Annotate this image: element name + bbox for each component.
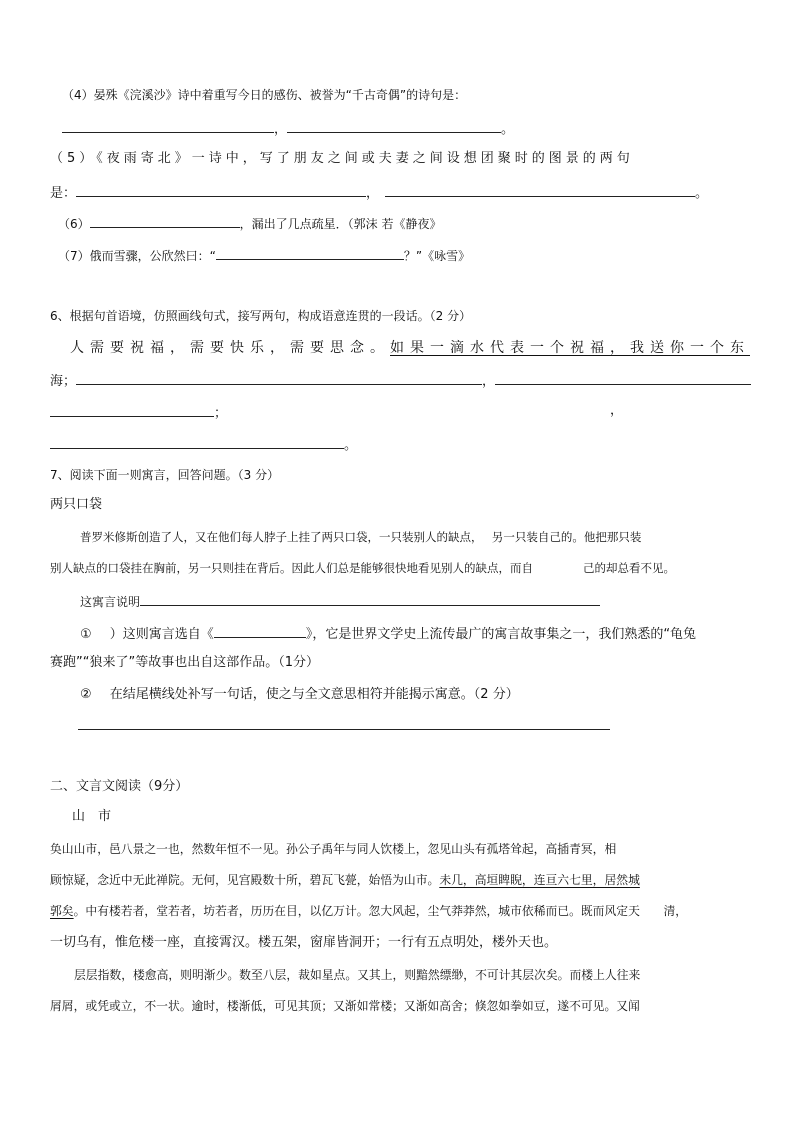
s7-q1-text-a: ）这则寓言选自《: [109, 627, 214, 642]
q5-prefix: 是：: [50, 186, 77, 201]
s7-explain: [80, 591, 600, 611]
passage-p2-underlined: 未几，高垣睥睨，连亘六七里，居然城: [439, 873, 640, 887]
s7-story-title: 两只口袋: [50, 497, 103, 512]
s6-blank-1[interactable]: [76, 370, 482, 385]
q7-blank[interactable]: [216, 245, 404, 260]
s6-end: 。: [344, 438, 358, 453]
q4-end: 。: [501, 122, 515, 137]
part2-title: 二、文言文阅读（9分）: [50, 779, 189, 794]
s7-para2-end: 己的却总看不见。: [583, 561, 675, 575]
s7-q1-blank[interactable]: [214, 623, 306, 638]
s6-title: 6、根据句首语境，仿照画线句式，接写两句，构成语意连贯的一段话。（2 分）: [50, 309, 472, 323]
q5-answer-line: [50, 182, 708, 203]
s6-sep2: ，: [610, 403, 624, 418]
q7-prefix: （7）俄而雪骤，公欣然曰：“: [58, 249, 216, 263]
s7-para1: 普罗米修斯创造了人，又在他们每人脖子上挂了两只口袋，一只装别人的缺点， 另一只装自己的。他把那只装: [80, 530, 642, 544]
s7-q2-line: [80, 686, 519, 704]
s6-lead: 人需要祝福，需要快乐，需要思念。: [70, 340, 390, 356]
s6-underlined-sentence: 如果一滴水代表一个祝福，我送你一个东: [390, 340, 750, 356]
q6-suffix: ，漏出了几点疏星．（郭沫 若《静夜》: [239, 217, 442, 231]
passage-title: 山 市: [72, 809, 112, 824]
passage-p2: [50, 871, 640, 889]
s7-explain-label: 这寓言说明: [80, 595, 141, 609]
q6-prefix: （6）: [58, 217, 90, 231]
q5-sep: ，: [366, 186, 380, 201]
s6-blank-3[interactable]: [50, 402, 214, 417]
s7-para2: [50, 559, 675, 577]
q6-blank[interactable]: [90, 213, 240, 228]
q6-line: [58, 213, 441, 233]
s7-q2-text: 在结尾横线处补写一句话，使之与全文意思相符并能揭示寓意。（2 分）: [109, 687, 519, 702]
s7-q1-num: ①: [80, 627, 92, 642]
q5-line1: （5）《夜雨寄北》一诗中，写了朋友之间或夫妻之间设想团聚时的图景的两句: [50, 151, 634, 166]
s6-answer-line-2: [50, 402, 227, 423]
s7-explain-blank[interactable]: [140, 591, 600, 606]
q7-line: [58, 245, 470, 265]
passage-p3-underlined: 郭矣: [50, 904, 74, 918]
s6-blank-2[interactable]: [495, 370, 751, 385]
passage-p5: 层层指数，楼愈高，则明渐少。数至八层，裁如星点。又其上，则黯然缥缈，不可计其层次矣。而楼上人往来: [74, 968, 641, 982]
s7-q2-num: ②: [80, 687, 92, 702]
q4-answer-line: [62, 118, 514, 139]
s7-para2-text: 别人缺点的口袋挂在胸前，另一只则挂在背后。因此人们总是能够很快地看见别人的缺点，而自: [50, 561, 533, 575]
s6-sep1: ，: [482, 374, 496, 389]
q4-sep: ，: [274, 122, 288, 137]
passage-p3: [50, 902, 687, 920]
passage-p4: 一切乌有，惟危楼一座，直接霄汉。楼五架，窗扉皆洞开；一行有五点明处，楼外天也。: [50, 935, 558, 950]
s7-q1-text-b: 》，它是世界文学史上流传最广的寓言故事集之一，我们熟悉的“龟兔: [305, 627, 697, 642]
s7-title: 7、阅读下面一则寓言，回答问题。（3 分）: [50, 468, 280, 482]
q4-text: （4）晏殊《浣溪沙》诗中着重写今日的感伤、被誉为“千古奇偶”的诗句是：: [62, 88, 467, 102]
s7-q2-answer-blank[interactable]: [78, 729, 610, 730]
s6-cont: 海；: [50, 374, 77, 389]
passage-p2-text: 顾惊疑，念近中无此禅院。无何，见宫殿数十所，碧瓦飞甍，始悟为山市。: [50, 873, 440, 887]
q7-suffix: ？”《咏雪》: [403, 249, 471, 263]
s7-q1-text-c: 赛跑”“狼来了”等故事也出自这部作品。（1分）: [50, 655, 319, 670]
s7-q1-line1: [80, 623, 696, 644]
s6-semicolon: ；: [214, 406, 228, 421]
q5-blank-1[interactable]: [76, 182, 366, 197]
s6-answer-line-1: [50, 370, 751, 391]
q5-blank-2[interactable]: [385, 182, 695, 197]
passage-p3-text: 。中有楼若者，堂若者，坊若者，历历在目，以亿万计。忽大风起，尘气莽莽然，城市依稀而已。既而风定天 清，: [73, 904, 688, 918]
passage-p1: 奂山山市，邑八景之一也，然数年恒不一见。孙公子禹年与同人饮楼上，忽见山头有孤塔耸起，高插青冥，相: [50, 842, 617, 856]
s6-prompt: [70, 339, 750, 357]
q5-end: 。: [695, 186, 709, 201]
q4-blank-1[interactable]: [62, 118, 274, 133]
q4-blank-2[interactable]: [287, 118, 501, 133]
s6-blank-4[interactable]: [50, 434, 344, 449]
s6-answer-line-3: [50, 434, 357, 455]
passage-p6: 屑屑，或凭或立，不一状。逾时，楼渐低，可见其顶；又渐如常楼；又渐如高舍；倏忽如拳如豆，遂不可见。又闻: [50, 999, 640, 1013]
